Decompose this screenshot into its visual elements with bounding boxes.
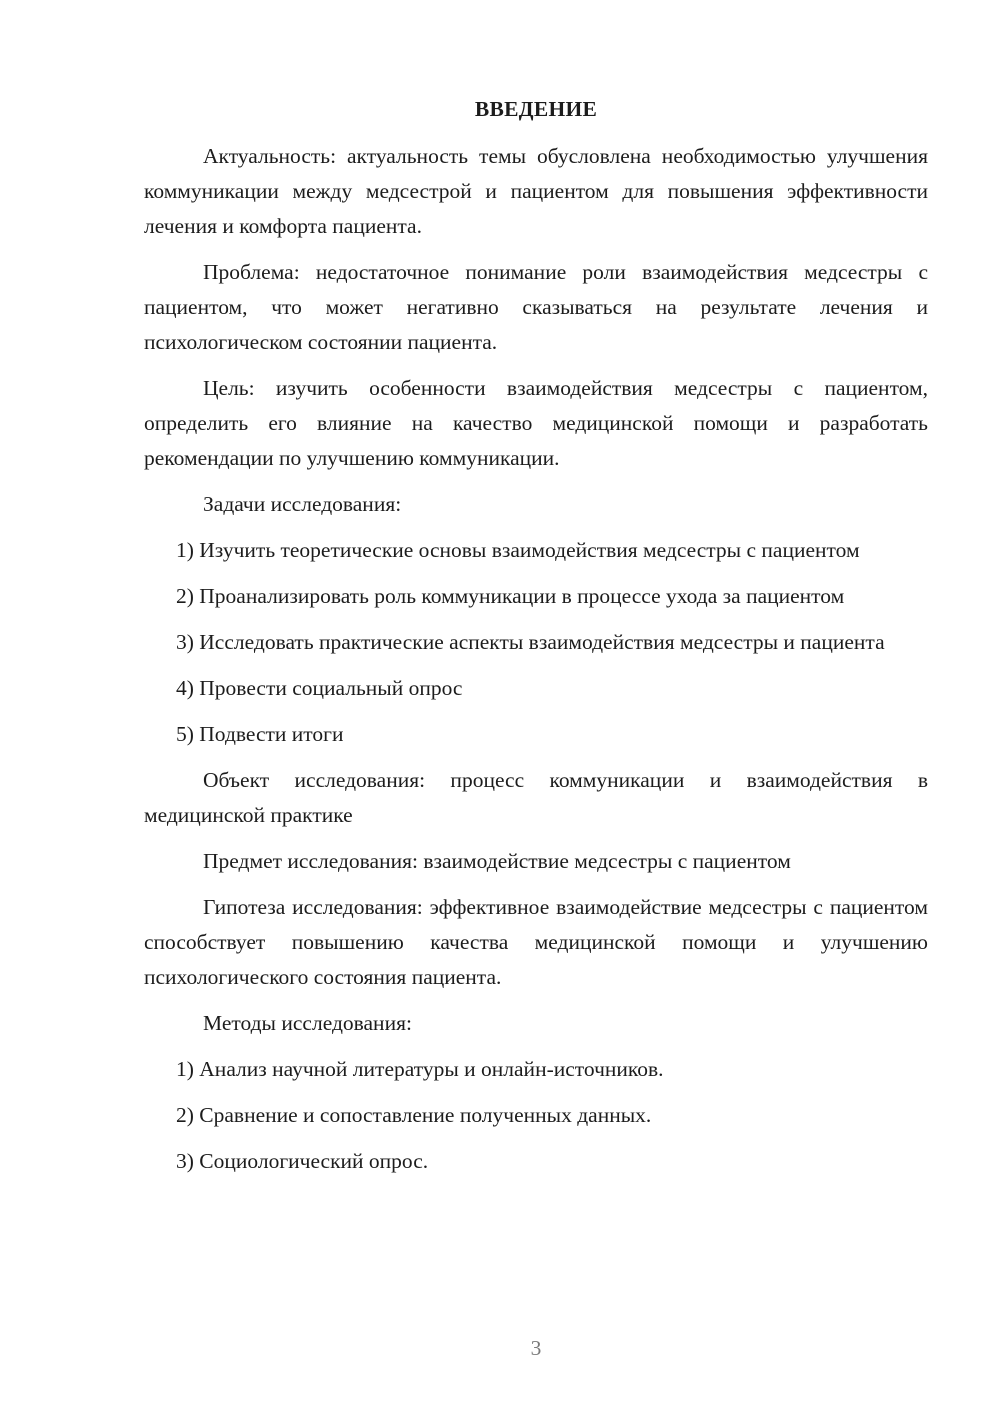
task-item: 3) Исследовать практические аспекты взаимодействия медсестры и пациента bbox=[176, 630, 885, 654]
task-item: 5) Подвести итоги bbox=[176, 722, 344, 746]
goal-paragraph: Цель: изучить особенности взаимодействия медсестры с пациентом, определить его влияние на качество медицинской помощи и разработать рекомендации по улучшению коммуникации. bbox=[144, 376, 928, 470]
hypothesis-paragraph: Гипотеза исследования: эффективное взаимодействие медсестры с пациентом способствует повышению качества медицинской помощи и улучшению психологического состояния пациента. bbox=[144, 895, 928, 989]
problem-paragraph: Проблема: недостаточное понимание роли взаимодействия медсестры с пациентом, что может негативно сказываться на результате лечения и психологическом состоянии пациента. bbox=[144, 260, 928, 354]
methods-title: Методы исследования: bbox=[203, 1011, 412, 1035]
document-page bbox=[144, 92, 928, 1190]
tasks-title: Задачи исследования: bbox=[203, 492, 402, 516]
method-item: 3) Социологический опрос. bbox=[176, 1149, 429, 1173]
method-item: 2) Сравнение и сопоставление полученных данных. bbox=[176, 1103, 652, 1127]
relevance-paragraph: Актуальность: актуальность темы обусловлена необходимостью улучшения коммуникации между медсестрой и пациентом для повышения эффективности лечения и комфорта пациента. bbox=[144, 144, 928, 238]
object-paragraph: Объект исследования: процесс коммуникации и взаимодействия в медицинской практике bbox=[144, 768, 928, 827]
subject-paragraph: Предмет исследования: взаимодействие медсестры с пациентом bbox=[203, 849, 791, 873]
task-item: 2) Проанализировать роль коммуникации в процессе ухода за пациентом bbox=[176, 584, 845, 608]
page-number: 3 bbox=[530, 1336, 542, 1360]
task-item: 1) Изучить теоретические основы взаимодействия медсестры с пациентом bbox=[176, 538, 860, 562]
method-item: 1) Анализ научной литературы и онлайн-источников. bbox=[176, 1057, 664, 1081]
section-heading: ВВЕДЕНИЕ bbox=[474, 97, 598, 121]
task-item: 4) Провести социальный опрос bbox=[176, 676, 463, 700]
